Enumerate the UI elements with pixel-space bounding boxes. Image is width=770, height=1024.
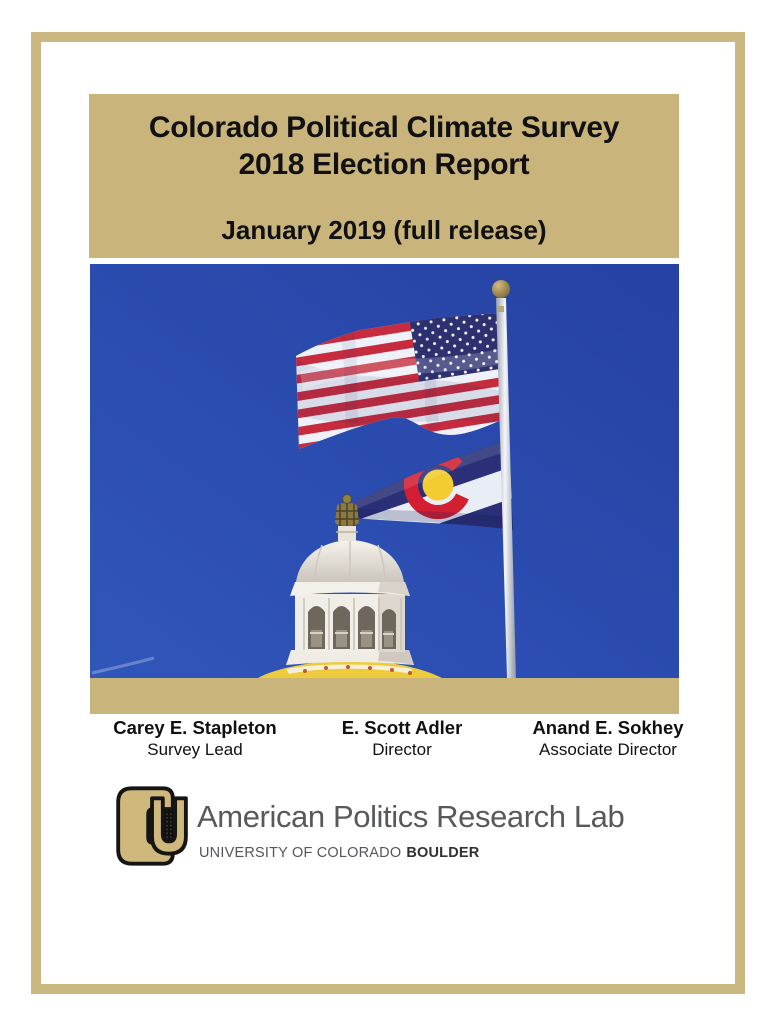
university-line bbox=[199, 844, 479, 862]
lab-name: American Politics Research Lab bbox=[197, 799, 625, 834]
cover-photo bbox=[90, 264, 679, 678]
author-block-1 bbox=[95, 716, 295, 760]
cu-logo-icon bbox=[112, 786, 189, 866]
author-name: Anand E. Sokhey bbox=[532, 717, 684, 738]
author-name: Carey E. Stapleton bbox=[113, 717, 277, 738]
author-block-2 bbox=[302, 716, 502, 760]
release-line: January 2019 (full release) bbox=[221, 215, 547, 245]
report-title-line1: Colorado Political Climate Survey bbox=[148, 111, 620, 144]
title-banner bbox=[89, 94, 679, 258]
author-role: Associate Director bbox=[539, 740, 677, 759]
report-title-line2: 2018 Election Report bbox=[238, 148, 530, 181]
author-role: Survey Lead bbox=[147, 740, 243, 759]
campus-name: BOULDER bbox=[406, 845, 480, 861]
capitol-flags-photo bbox=[90, 264, 679, 678]
university-name: UNIVERSITY OF COLORADO bbox=[199, 845, 402, 861]
gold-divider-strip bbox=[90, 678, 679, 714]
author-role: Director bbox=[372, 740, 432, 759]
author-block-3 bbox=[508, 716, 708, 760]
author-name: E. Scott Adler bbox=[341, 717, 463, 738]
